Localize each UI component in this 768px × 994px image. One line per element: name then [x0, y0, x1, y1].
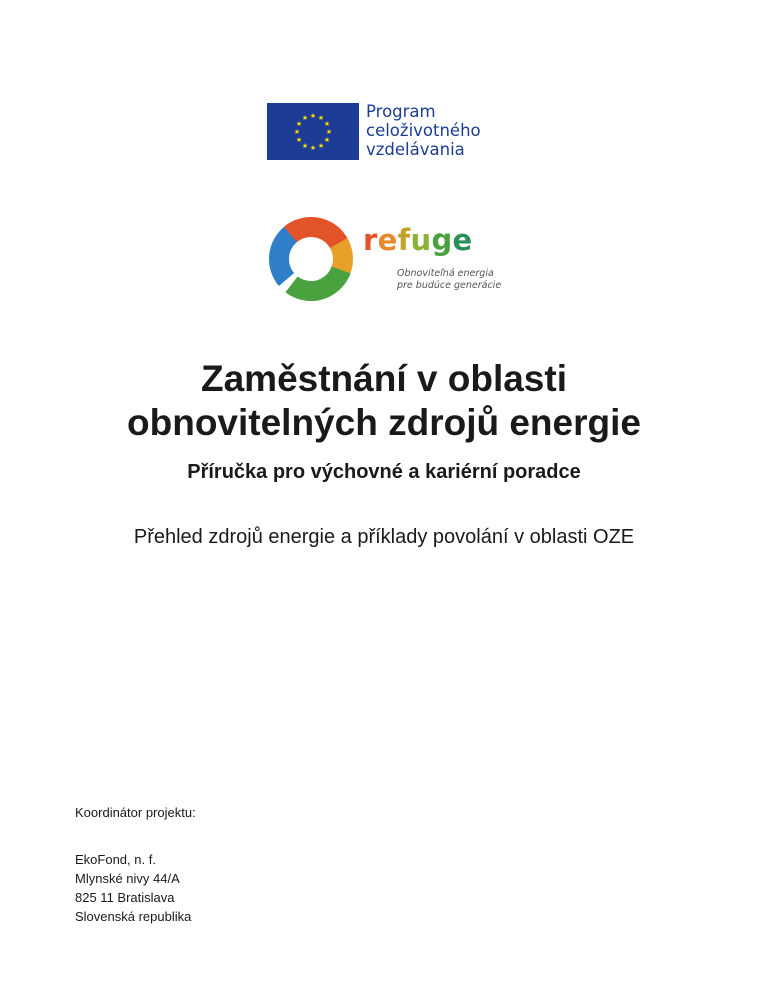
svg-text:★: ★ — [309, 112, 317, 120]
address-line: EkoFond, n. f. — [75, 852, 156, 867]
coordinator-address — [75, 850, 191, 926]
address-line: Mlynské nivy 44/A — [75, 871, 180, 886]
svg-text:★: ★ — [295, 120, 303, 128]
address-line: 825 11 Bratislava — [75, 890, 175, 905]
eu-program-line: vzdelávania — [366, 140, 465, 159]
title-line: Zaměstnání v oblasti — [201, 358, 567, 399]
document-tagline: Přehled zdrojů energie a příklady povolání v oblasti OZE — [133, 526, 635, 548]
svg-text:★: ★ — [323, 120, 331, 128]
refuge-letter: f — [397, 223, 411, 257]
refuge-tagline-line: pre budúce generácie — [397, 280, 502, 291]
eu-program-line: celoživotného — [366, 121, 481, 140]
refuge-logo — [268, 216, 518, 302]
eu-flag-icon — [267, 103, 359, 160]
refuge-wordmark — [363, 224, 472, 256]
refuge-letter: e — [377, 223, 398, 257]
title-line: obnovitelných zdrojů energie — [127, 402, 641, 443]
refuge-tagline — [397, 268, 501, 292]
eu-program-name — [366, 102, 501, 159]
refuge-letter: e — [452, 223, 473, 257]
svg-text:★: ★ — [295, 136, 303, 144]
svg-text:★: ★ — [323, 136, 331, 144]
refuge-tagline-line: Obnoviteľná energia — [397, 268, 494, 279]
address-line: Slovenská republika — [75, 909, 192, 924]
refuge-letter: u — [410, 223, 432, 257]
svg-text:★: ★ — [325, 128, 333, 136]
document-title — [0, 357, 768, 445]
svg-text:★: ★ — [317, 142, 325, 150]
svg-text:★: ★ — [301, 142, 309, 150]
eu-program-line: Program — [366, 102, 436, 121]
svg-text:★: ★ — [309, 144, 317, 152]
coordinator-label: Koordinátor projektu: — [75, 805, 196, 820]
svg-text:★: ★ — [301, 114, 309, 122]
svg-text:★: ★ — [317, 114, 325, 122]
refuge-letter: g — [431, 223, 453, 257]
document-subtitle: Příručka pro výchovné a kariérní poradce — [187, 461, 581, 483]
refuge-wheel-icon — [268, 216, 354, 302]
refuge-letter: r — [363, 223, 378, 257]
eu-lifelong-learning-logo — [267, 103, 497, 160]
svg-text:★: ★ — [293, 128, 301, 136]
